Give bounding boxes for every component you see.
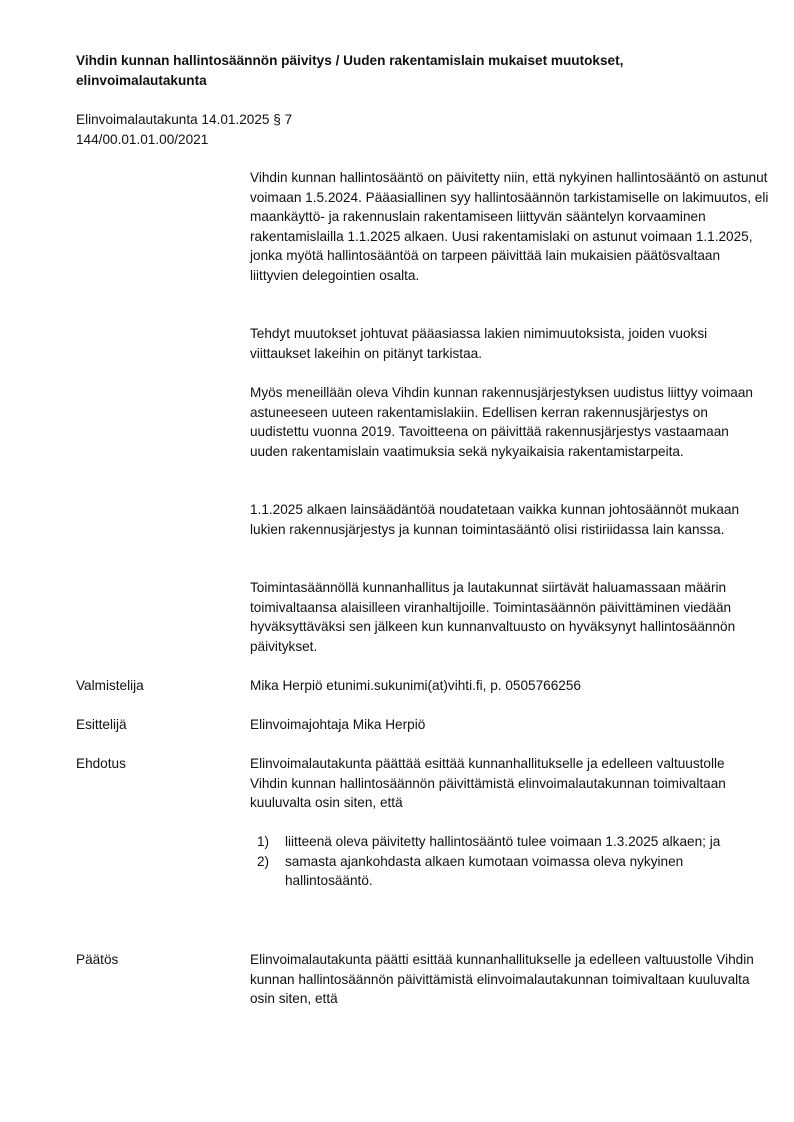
- paragraph-text: 1.1.2025 alkaen lainsäädäntöä noudatetaan vaikka kunnan johtosäännöt mukaan lukien rakennusjärjestys ja kunnan toimintasääntö olisi ristiriidassa lain kanssa.: [250, 502, 740, 537]
- decision-text: Elinvoimalautakunta päätti esittää kunnanhallitukselle ja edelleen valtuustolle Vihdin kunnan hallintosäännön päivittämistä elinvoimalautakunnan toimivaltaan kuuluvalta osin siten, että: [250, 952, 754, 1006]
- list-item-number: 1): [257, 834, 270, 849]
- list-item-text: liitteenä oleva päivitetty hallintosääntö tulee voimaan 1.3.2025 alkaen; ja: [285, 834, 721, 849]
- meeting-reference: Elinvoimalautakunta 14.01.2025 § 7: [76, 112, 293, 127]
- paragraph-text: Toimintasäännöllä kunnanhallitus ja lautakunnat siirtävät haluamassaan määrin toimivaltaansa alaisilleen viranhaltijoille. Toimintasäännön päivittäminen viedään hyväksyttäväksi sen jälkeen kun kunnanvaltuusto on hyväksynyt hallintosäännön päivitykset.: [250, 580, 736, 654]
- presenter-value: Elinvoimajohtaja Mika Herpiö: [250, 717, 426, 732]
- proposal-label: Ehdotus: [76, 756, 126, 771]
- paragraph-text: Vihdin kunnan hallintosääntö on päivitetty niin, että nykyinen hallintosääntö on astunut voimaan 1.5.2024. Pääasiallinen syy hallintosäännön tarkistamiselle on lakimuutos, eli maankäyttö- ja rakennuslain rakentamiseen liittyvän sääntelyn korvaaminen rakentamislailla 1.1.2025 alkaen. Uusi rakentamislaki on astunut voimaan 1.1.2025, jonka myötä hallintosääntöä on tarpeen päivittää lain mukaisien päätösvaltaan liittyvien delegointien osalta.: [250, 170, 769, 283]
- document-meta: [76, 110, 292, 149]
- paragraph: [250, 578, 770, 656]
- decision-label: Päätös: [76, 952, 119, 967]
- proposal-list: [250, 832, 730, 891]
- preparer-label: Valmistelija: [76, 678, 144, 693]
- paragraph-text: Myös meneillään oleva Vihdin kunnan rakennusjärjestyksen uudistus liittyy voimaan astuneeseen uuteen rakentamislakiin. Edellisen kerran rakennusjärjestys on uudistettu vuonna 2019. Tavoitteena on päivittää rakennusjärjestys vastaamaan uuden rakentamislain vaatimuksia sekä nykyaikaisia rakentamistarpeita.: [250, 385, 753, 459]
- record-id: 144/00.01.01.00/2021: [76, 131, 209, 147]
- list-item-text: samasta ajankohdasta alkaen kumotaan voimassa oleva nykyinen hallintosääntö.: [285, 853, 684, 888]
- list-item: [250, 832, 730, 852]
- list-item: [250, 852, 730, 891]
- preparer-value: Mika Herpiö etunimi.sukunimi(at)vihti.fi, p. 0505766256: [250, 678, 581, 693]
- paragraph: [250, 500, 770, 539]
- presenter-label: Esittelijä: [76, 717, 127, 732]
- paragraph: [250, 324, 770, 363]
- paragraph-text: Tehdyt muutokset johtuvat pääasiassa lakien nimimuutoksista, joiden vuoksi viittaukset lakeihin on pitänyt tarkistaa.: [250, 326, 708, 361]
- proposal-text: Elinvoimalautakunta päättää esittää kunnanhallitukselle ja edelleen valtuustolle Vihdin kunnan hallintosäännön päivittämistä elinvoimalautakunnan toimivaltaan kuuluvalta osin siten, että: [250, 756, 726, 810]
- list-item-number: 2): [257, 853, 270, 869]
- paragraph: [250, 168, 770, 285]
- paragraph: [250, 383, 770, 461]
- document-title: Vihdin kunnan hallintosäännön päivitys / Uuden rakentamislain mukaiset muutokset, elinvoimalautakunta: [76, 53, 624, 88]
